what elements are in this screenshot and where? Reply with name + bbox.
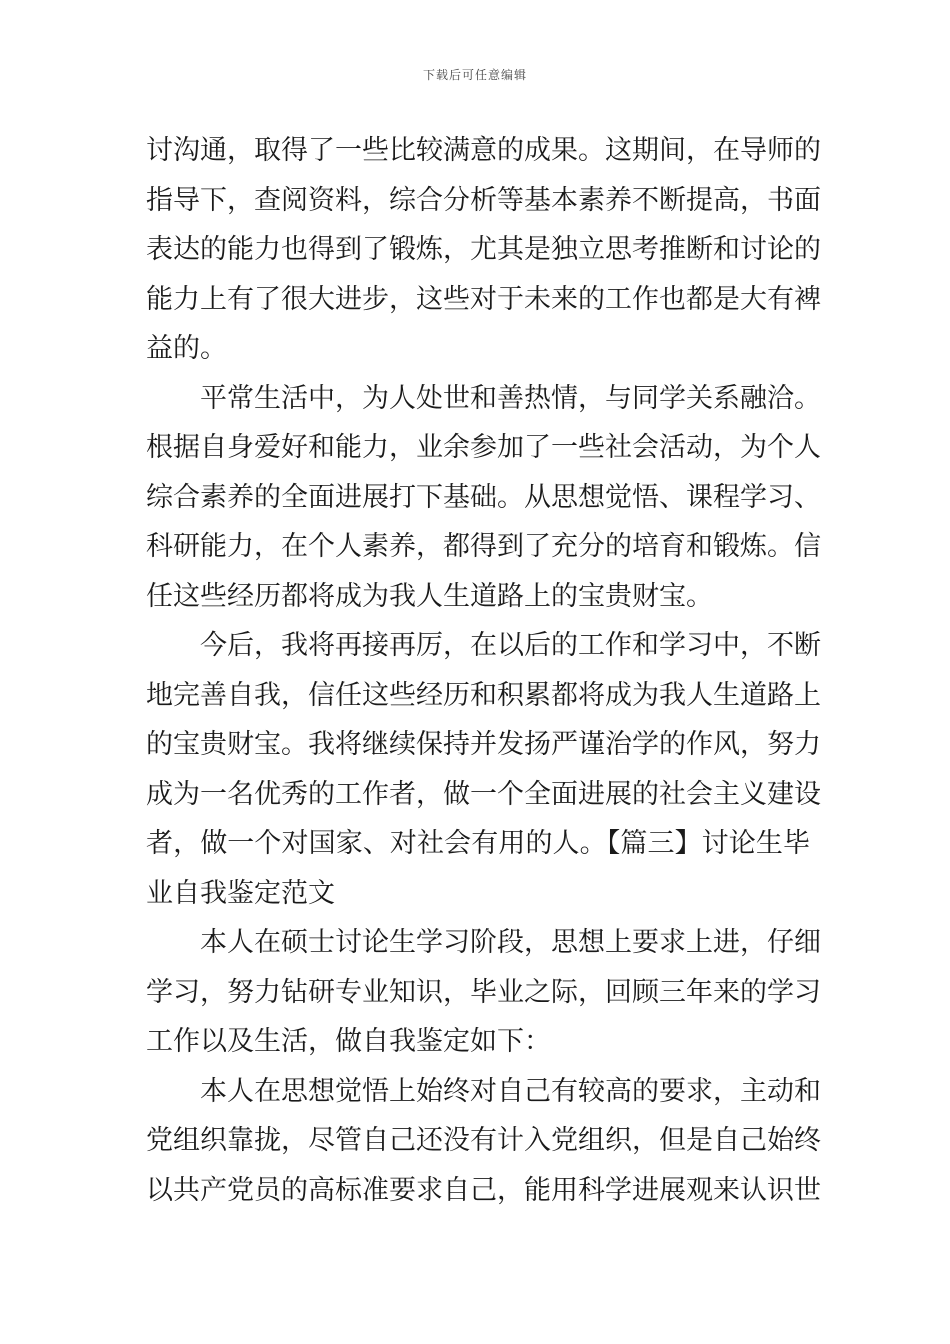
text-line: 以共产党员的高标准要求自己，能用科学进展观来认识世 [146, 1174, 821, 1206]
text-line: 者，做一个对国家、对社会有用的人。【篇三】讨论生毕 [146, 828, 810, 859]
text-line: 工作以及生活，做自我鉴定如下： [146, 1026, 551, 1057]
text-line: 指导下，查阅资料，综合分析等基本素养不断提高，书面 [146, 184, 821, 216]
text-line: 学习，努力钻研专业知识，毕业之际，回顾三年来的学习 [146, 976, 821, 1008]
text-line: 本人在硕士讨论生学习阶段，思想上要求上进，仔细 [200, 927, 821, 958]
paragraph [146, 126, 821, 374]
document-body [146, 126, 821, 1215]
text-line: 平常生活中，为人处世和善热情，与同学关系融洽。 [200, 382, 821, 414]
text-line: 益的。 [146, 333, 227, 364]
paragraph [146, 1067, 821, 1216]
paragraph [146, 374, 821, 622]
text-line: 的宝贵财宝。我将继续保持并发扬严谨治学的作风，努力 [146, 729, 821, 760]
text-line: 成为一名优秀的工作者，做一个全面进展的社会主义建设 [146, 778, 821, 810]
text-line: 业自我鉴定范文 [146, 877, 335, 909]
text-line: 讨沟通，取得了一些比较满意的成果。这期间，在导师的 [146, 135, 821, 166]
text-line: 地完善自我，信任这些经历和积累都将成为我人生道路上 [146, 679, 821, 711]
text-line: 本人在思想觉悟上始终对自己有较高的要求，主动和 [200, 1075, 821, 1107]
text-line: 表达的能力也得到了锻炼，尤其是独立思考推断和讨论的 [146, 234, 821, 265]
page-header: 下载后可任意编辑 [422, 68, 527, 82]
text-line: 任这些经历都将成为我人生道路上的宝贵财宝。 [146, 580, 713, 612]
paragraph [146, 918, 821, 1067]
paragraph [146, 621, 821, 918]
text-line: 能力上有了很大进步，这些对于未来的工作也都是大有裨 [146, 283, 821, 315]
text-line: 科研能力，在个人素养，都得到了充分的培育和锻炼。信 [146, 531, 821, 562]
text-line: 根据自身爱好和能力，业余参加了一些社会活动，为个人 [146, 432, 821, 463]
text-line: 综合素养的全面进展打下基础。从思想觉悟、课程学习、 [146, 481, 821, 513]
text-line: 党组织靠拢，尽管自己还没有计入党组织，但是自己始终 [146, 1125, 821, 1156]
text-line: 今后，我将再接再厉，在以后的工作和学习中，不断 [200, 630, 821, 661]
